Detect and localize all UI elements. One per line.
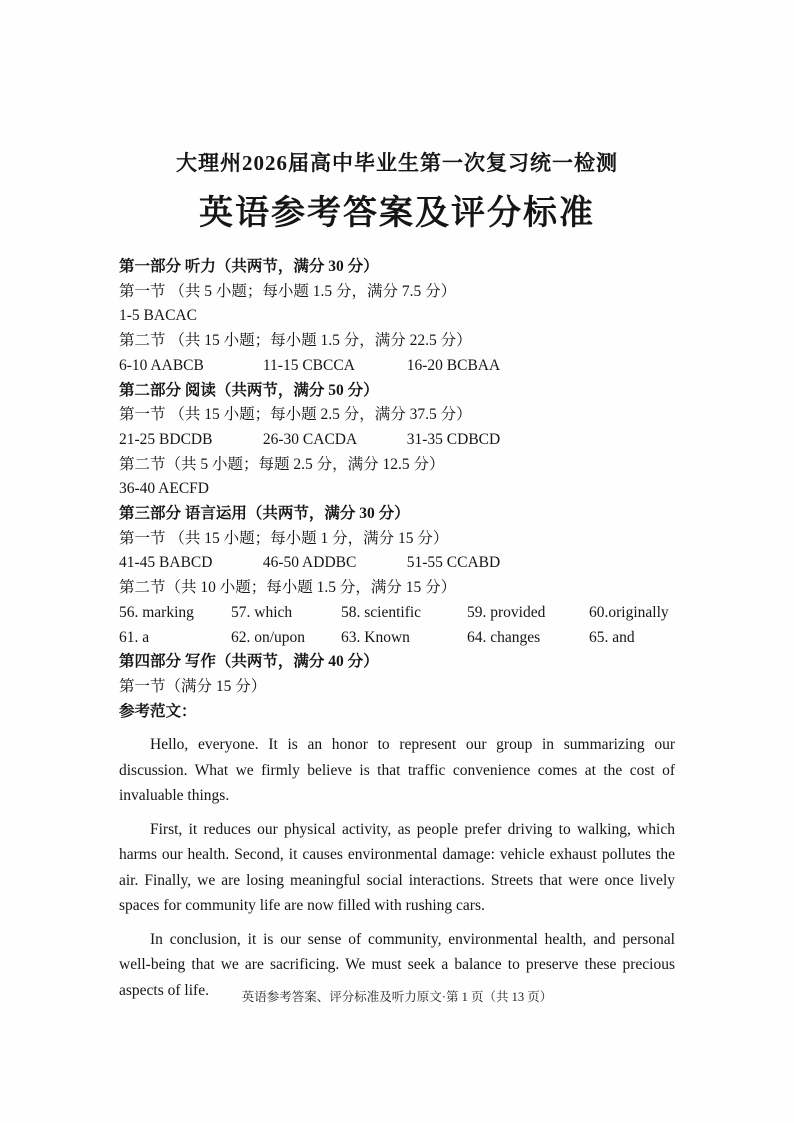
answers-56-60 <box>119 601 675 626</box>
part4-section1-label: 第一节（满分 15 分） <box>119 677 267 695</box>
answers-36-40: 36-40 AECFD <box>119 480 209 498</box>
answer-item: 58. scientific <box>341 603 422 621</box>
answer-group: 46-50 ADDBC <box>262 554 357 572</box>
answers-61-65 <box>119 626 675 651</box>
part3-section2-label: 第二节（共 10 小题；每小题 1.5 分，满分 15 分） <box>119 579 457 597</box>
essay-paragraph: In conclusion, it is our sense of community, environmental health, and personal well-being that we are sacrificing. We must seek a balance to preserve these precious aspects of life. <box>119 930 675 999</box>
answers-6-20 <box>119 354 675 379</box>
answer-group: 21-25 BDCDB <box>119 430 213 448</box>
answers-21-35 <box>119 428 675 453</box>
document-body <box>119 255 675 1003</box>
answer-group: 51-55 CCABD <box>406 554 501 572</box>
answer-item: 56. marking <box>119 603 194 621</box>
part1-section1-label: 第一节 （共 5 小题；每小题 1.5 分，满分 7.5 分） <box>119 282 457 300</box>
part3-heading: 第三部分 语言运用（共两节，满分 30 分） <box>119 505 410 523</box>
answer-group: 6-10 AABCB <box>119 356 204 374</box>
part3-section1-label: 第一节 （共 15 小题；每小题 1 分，满分 15 分） <box>119 529 449 547</box>
part2-section1-label: 第一节 （共 15 小题；每小题 2.5 分，满分 37.5 分） <box>119 406 472 424</box>
page-footer: 英语参考答案、评分标准及听力原文·第 1 页（共 13 页） <box>241 990 553 1004</box>
answer-item: 64. changes <box>467 628 541 646</box>
answer-item: 65. and <box>589 628 635 646</box>
answer-item: 60.originally <box>589 603 669 621</box>
answer-group: 16-20 BCBAA <box>406 356 501 374</box>
sample-essay-label: 参考范文： <box>119 702 197 720</box>
answer-item: 57. which <box>231 603 293 621</box>
part1-heading: 第一部分 听力（共两节，满分 30 分） <box>119 258 379 275</box>
answer-item: 61. a <box>119 628 150 646</box>
answer-item: 63. Known <box>341 628 410 646</box>
answer-group: 31-35 CDBCD <box>406 430 501 448</box>
part2-heading: 第二部分 阅读（共两节，满分 50 分） <box>119 381 379 399</box>
answer-group: 26-30 CACDA <box>262 430 358 448</box>
part4-heading: 第四部分 写作（共两节，满分 40 分） <box>119 653 379 671</box>
answer-item: 62. on/upon <box>231 628 306 646</box>
answers-41-55 <box>119 551 675 576</box>
page-title: 英语参考答案及评分标准 <box>199 195 595 232</box>
answers-1-5: 1-5 BACAC <box>119 307 197 325</box>
answer-group: 41-45 BABCD <box>119 554 213 572</box>
answer-group: 11-15 CBCCA <box>262 356 355 374</box>
essay-paragraph: Hello, everyone. It is an honor to represent our group in summarizing our discussion. What we firmly believe is that traffic convenience comes at the cost of invaluable things. <box>119 736 675 805</box>
exam-header-title: 大理州2026届高中毕业生第一次复习统一检测 <box>176 151 618 175</box>
essay-paragraph: First, it reduces our physical activity, as people prefer driving to walking, which harms our health. Second, it causes environmental damage: vehicle exhaust pollutes the air. Finally, we are losing meaningful social interactions. Streets that were once lively spaces for community life are now filled with rushing cars. <box>119 820 675 915</box>
answer-item: 59. provided <box>467 603 546 621</box>
part1-section2-label: 第二节 （共 15 小题；每小题 1.5 分，满分 22.5 分） <box>119 332 472 350</box>
part2-section2-label: 第二节（共 5 小题；每题 2.5 分，满分 12.5 分） <box>119 455 445 473</box>
